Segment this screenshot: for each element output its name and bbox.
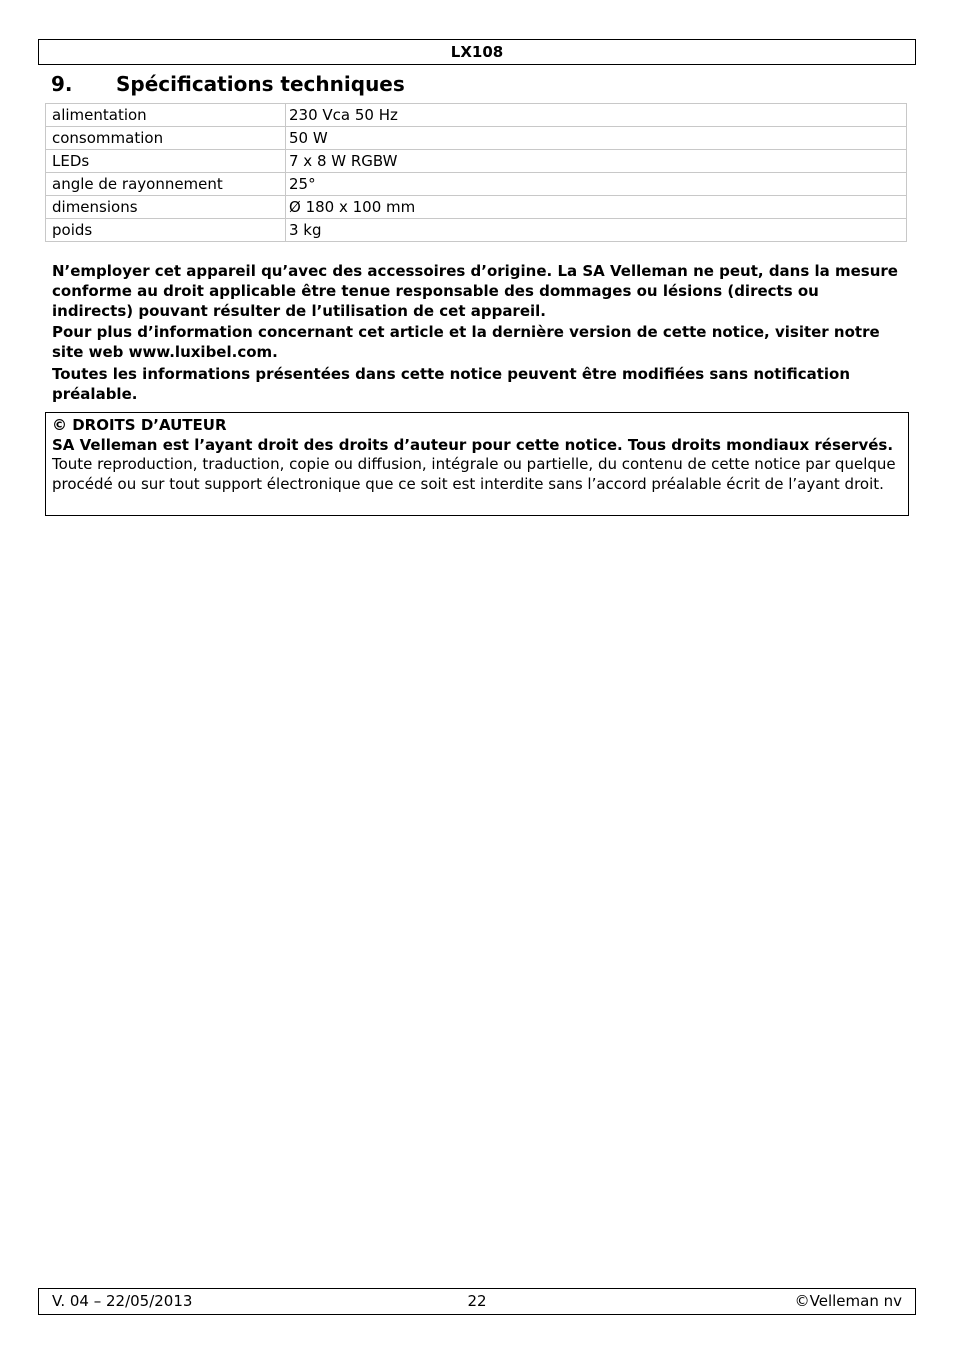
table-row bbox=[46, 196, 907, 219]
section-title: Spécifications techniques bbox=[116, 72, 405, 96]
copyright-text bbox=[52, 436, 902, 495]
modification-notice: Toutes les informations présentées dans cette notice peuvent être modifiées sans notification préalable. bbox=[52, 364, 851, 403]
table-row bbox=[46, 173, 907, 196]
copyright-title: © DROITS D’AUTEUR bbox=[52, 416, 227, 434]
accessories-notice: N’employer cet appareil qu’avec des accessoires d’origine. La SA Velleman ne peut, dans la mesure conforme au droit applicable être tenue responsable des dommages ou lésions (directs ou indirects) pouvant résulter de l’utilisation de cet appareil. bbox=[52, 262, 898, 320]
model-number: LX108 bbox=[450, 43, 504, 61]
copyright-normal-text: Toute reproduction, traduction, copie ou diffusion, intégrale ou partielle, du contenu de cette notice par quelque procédé ou sur tout support électronique que ce soit est interdite sans l’accord préalable écrit de l’ayant droit. bbox=[52, 455, 896, 493]
table-row bbox=[46, 104, 907, 127]
spec-label: dimensions bbox=[46, 196, 286, 219]
page-footer bbox=[38, 1288, 916, 1315]
spec-label: alimentation bbox=[46, 104, 286, 127]
copyright-bold-text: SA Velleman est l’ayant droit des droits d’auteur pour cette notice. Tous droits mondiaux réservés. bbox=[52, 435, 894, 454]
spec-value: 7 x 8 W RGBW bbox=[286, 150, 907, 173]
notices-block bbox=[52, 262, 902, 407]
spec-value: 25° bbox=[286, 173, 907, 196]
website-notice: Pour plus d’information concernant cet article et la dernière version de cette notice, visiter notre site web www.luxibel.com. bbox=[52, 323, 880, 362]
spec-value: 50 W bbox=[286, 127, 907, 150]
company-copyright: ©Velleman nv bbox=[794, 1292, 902, 1310]
spec-value: Ø 180 x 100 mm bbox=[286, 196, 907, 219]
page-number: 22 bbox=[467, 1292, 487, 1310]
spec-label: consommation bbox=[46, 127, 286, 150]
spec-label: poids bbox=[46, 219, 286, 242]
spec-value: 3 kg bbox=[286, 219, 907, 242]
table-row bbox=[46, 127, 907, 150]
table-row bbox=[46, 219, 907, 242]
spec-value: 230 Vca 50 Hz bbox=[286, 104, 907, 127]
page-header bbox=[38, 39, 916, 65]
specifications-table bbox=[45, 103, 907, 242]
copyright-box bbox=[45, 412, 909, 516]
version-date: V. 04 – 22/05/2013 bbox=[52, 1292, 193, 1310]
section-heading bbox=[51, 70, 405, 98]
spec-label: LEDs bbox=[46, 150, 286, 173]
table-row bbox=[46, 150, 907, 173]
section-number: 9. bbox=[51, 72, 73, 96]
spec-label: angle de rayonnement bbox=[46, 173, 286, 196]
